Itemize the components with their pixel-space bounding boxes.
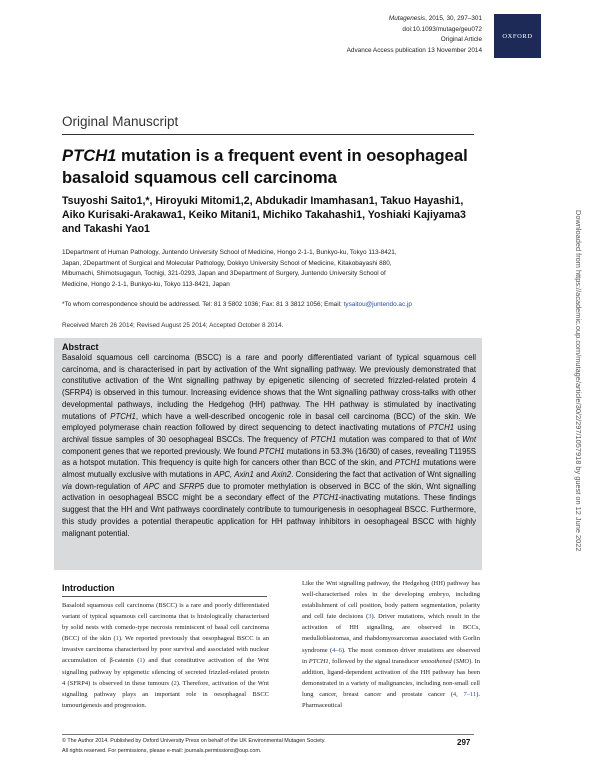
journal-name: Mutagenesis <box>388 15 426 22</box>
citation-link[interactable]: 4, 7–11 <box>452 690 477 698</box>
oxford-logo: OXFORD <box>494 14 541 58</box>
citation: , 2015, 30, 297–301 <box>425 15 482 22</box>
title-rest: mutation is a frequent event in oesophageal basaloid squamous cell carcinoma <box>62 146 468 187</box>
correspondence-text: *To whom correspondence should be addressed. Tel: 81 3 5802 1036; Fax: 81 3 3812 1056; Email: <box>62 301 344 308</box>
intro-left-column: Basaloid squamous cell carcinoma (BSCC) is a rare and poorly differentiated variant of typical squamous cell carcinoma that is histologically characterised by solid nests with comedo-type necrosis reminiscent of basal cell carcinoma (BCC) of the skin (1). We reported previously that oesophageal BSCC is an invasive carcinoma characterised by poor survival and associated with nuclear accumulation of β-catenin (1) and that constitutive activation of the Wnt signalling pathway by epigenetic silencing of secreted frizzled-related protein 4 (SFRP4) is observed in these tumours (2). Therefore, activation of the Wnt signalling pathway plays an important role in oesophageal BSCC tumourigenesis and progression. <box>62 602 269 709</box>
article-dates: Received March 26 2014; Revised August 25 2014; Accepted October 8 2014. <box>62 322 284 329</box>
page-number: 297 <box>457 738 471 747</box>
authors-line: Aiko Kurisaki-Arakawa1, Keiko Mitani1, Michiko Takahashi1, Yoshiaki Kajiyama3 <box>62 209 466 222</box>
permissions-line: All rights reserved. For permissions, please e-mail: journals.permissions@oup.com. <box>62 747 262 754</box>
citation-link[interactable]: 2 <box>173 679 177 687</box>
author-list <box>62 194 502 237</box>
doi[interactable]: doi:10.1093/mutage/geu072 <box>402 25 482 33</box>
article-type: Original Article <box>440 36 482 43</box>
download-note: Downloaded from https://academic.oup.com/mutage/article/30/2/297/1057918 by guest on 12 June 2022 <box>574 210 583 552</box>
authors-line: Tsuyoshi Saito1,*, Hiroyuki Mitomi1,2, Abdukadir Imamhasan1, Takuo Hayashi1, <box>62 195 464 207</box>
abstract-text: Basaloid squamous cell carcinoma (BSCC) is a rare and poorly differentiated variant of typical squamous cell carcinoma, and is characterised in part by activation of the Wnt signalling pathway. We previously demonstrated that constitutive activation of the Wnt signalling pathway by epigenetic silencing of secreted frizzled-related protein 4 (SFRP4) is observed in this tumour. Increasing evidence shows that the Wnt signalling pathway cross-talks with other developmental pathways, including the Hedgehog (HH) pathway. The HH pathway is stimulated by inactivating mutations of PTCH1, which have a well-described oncogenic role in basal cell carcinoma (BCC) of the skin. We employed polymerase chain reaction followed by direct sequencing to detect inactivating mutations of PTCH1 using archival tissue samples of 30 oesophageal BSCCs. The frequency of PTCH1 mutation was compared to that of Wnt component genes that we reported previously. We found PTCH1 mutations in 53.3% (16/30) of cases, revealing T1195S as a hotspot mutation. This frequency is quite high for cancers other than BCC of the skin, and PTCH1 mutations were almost mutually exclusive with mutations in APC, Axin1 and Axin2. Considering the fact that activation of Wnt signalling via down-regulation of APC and SFRP5 due to promoter methylation is observed in BCC of the skin, Wnt signalling activation in oesophageal BSCC might be a secondary effect of the PTCH1-inactivating mutations. These findings suggest that the HH and Wnt pathways coordinately contribute to tumourigenesis in oesophageal BSCC. Furthermore, this study provides a potential therapeutic application for HH pathway inhibitors in oesophageal BSCC with highly malignant potential. <box>62 353 477 538</box>
article-title <box>62 145 492 189</box>
title-gene: PTCH1 <box>62 146 117 165</box>
copyright-line: © The Author 2014. Published by Oxford University Press on behalf of the UK Environmental Mutagen Society. <box>62 738 326 744</box>
advance-access: Advance Access publication 13 November 2014 <box>346 46 482 54</box>
affiliations <box>62 248 482 290</box>
citation-link[interactable]: 1 <box>115 635 119 643</box>
affiliation-line: Medicine, Hongo 2-1-1, Bunkyo-ku, Tokyo 113-8421, Japan <box>62 280 230 288</box>
copyright-footer <box>62 737 326 756</box>
citation-link[interactable]: 1 <box>139 657 143 665</box>
divider <box>62 134 474 135</box>
journal-meta <box>347 14 482 56</box>
citation-link[interactable]: 3 <box>368 613 372 621</box>
citation-link[interactable]: 4–6 <box>332 646 342 654</box>
intro-right-column: Like the Wnt signalling pathway, the Hedgehog (HH) pathway has well-characterised roles in the developing embryo, including establishment of cell position, body pattern segmentation, polarity and cell fate decisions (3). Driver mutations, which result in the activation of HH signalling, are observed in BCCs, medulloblastomas, and rhabdomyosarcomas associated with Gorlin syndrome (4–6). The most common driver mutations are observed in PTCH1, followed by the signal transducer smoothened (SMO). In addition, ligand-dependent activation of the HH pathway has been demonstrated in a variety of malignancies, including non-small cell lung cancer, breast cancer and prostate cancer (4, 7–11). Pharmaceutical <box>302 580 480 710</box>
affiliation-line: Mibumachi, Shimotsugagun, Tochigi, 321-0293, Japan and 3Department of Surgery, Juntendo University School of <box>62 270 386 278</box>
divider <box>62 734 474 735</box>
affiliation-line: Japan, 2Department of Surgical and Molecular Pathology, Dokkyo University School of Medicine, Kitakobayashi 880, <box>62 259 392 267</box>
divider <box>62 596 267 597</box>
introduction-heading: Introduction <box>62 583 115 593</box>
correspondence <box>62 300 502 310</box>
affiliation-line: 1Department of Human Pathology, Juntendo University School of Medicine, Hongo 2-1-1, Bunkyo-ku, Tokyo 113-8421, <box>62 249 397 256</box>
section-label: Original Manuscript <box>62 114 179 129</box>
email-link[interactable]: tysaitou@juntendo.ac.jp <box>343 301 412 308</box>
abstract-heading: Abstract <box>62 342 99 352</box>
authors-line: and Takashi Yao1 <box>62 223 150 236</box>
